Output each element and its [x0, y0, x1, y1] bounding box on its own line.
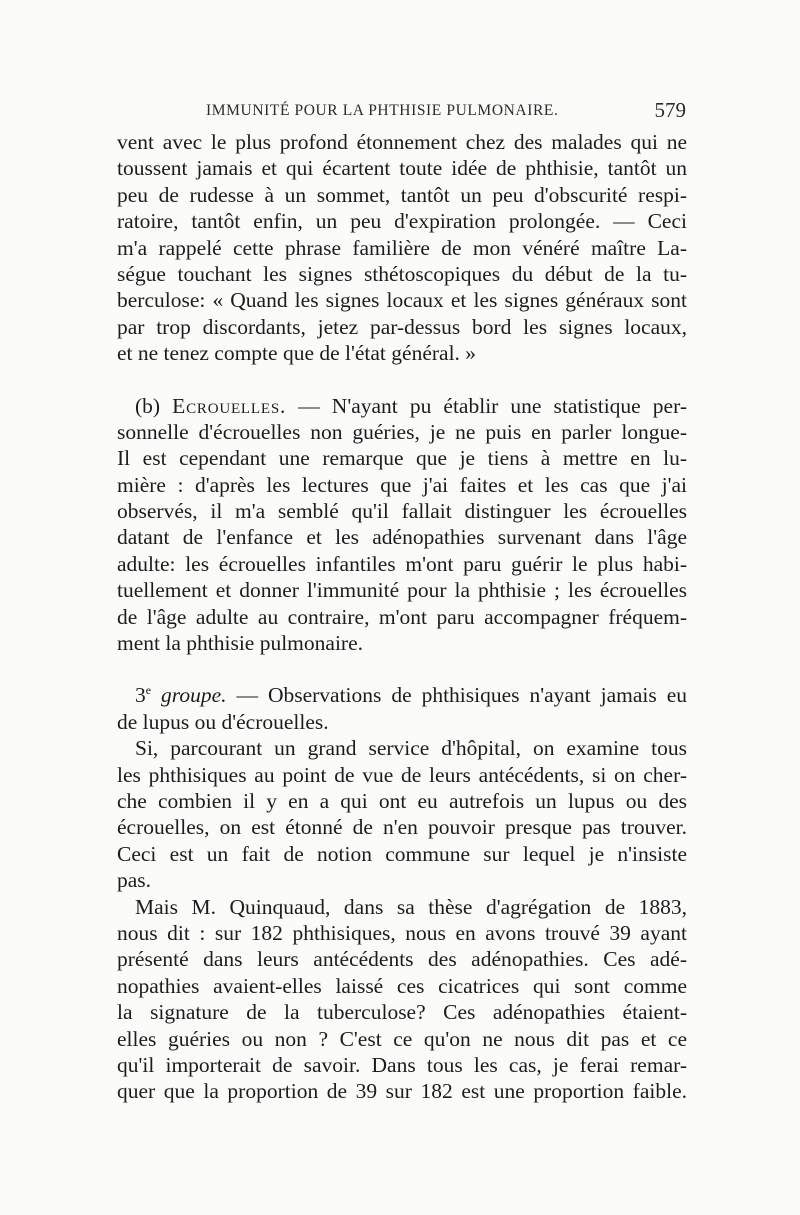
text-line: nopathies avaient-elles laissé ces cicatrices qui sont comme — [117, 973, 687, 998]
text-line: de lupus ou d'écrouelles. — [117, 709, 329, 734]
text-line: observés, il m'a semblé qu'il fallait distinguer les écrouelles — [117, 499, 687, 524]
text-line: toussent jamais et qui écartent toute idée de phthisie, tantôt un — [117, 156, 687, 181]
text-line: qu'il importerait de savoir. Dans tous les cas, je ferai remar- — [117, 1052, 687, 1077]
text-line: Si, parcourant un grand service d'hôpital, on examine tous — [135, 736, 687, 761]
text-line: et ne tenez compte que de l'état général. » — [117, 341, 477, 366]
text-fragment: — N'ayant pu établir une statistique per- — [286, 393, 687, 418]
text-line: présenté dans leurs antécédents des adénopathies. Ces adé- — [117, 947, 687, 972]
running-title: IMMUNITÉ POUR LA PHTHISIE PULMONAIRE. — [206, 102, 559, 119]
text-line: peu de rudesse à un sommet, tantôt un peu d'obscurité respi- — [117, 182, 687, 207]
text-line: ment la phthisie pulmonaire. — [117, 631, 364, 656]
paragraph-4 — [117, 735, 687, 893]
paragraph-5 — [117, 894, 687, 1105]
text-line: Ceci est un fait de notion commune sur lequel je n'insiste — [117, 841, 687, 866]
section-lead: (b) — [135, 393, 173, 418]
text-line: adulte: les écrouelles infantiles m'ont paru guérir le plus habi- — [117, 551, 687, 576]
running-head — [118, 98, 686, 126]
text-line: vent avec le plus profond étonnement chez des malades qui ne — [117, 130, 687, 154]
section-heading: Ecrouelles. — [172, 393, 287, 418]
text-line: nous dit : sur 182 phthisiques, nous en avons trouvé 39 ayant — [117, 920, 687, 945]
paragraph-2 — [117, 393, 687, 657]
text-line: écrouelles, on est étonné de n'en pouvoir presque pas trouver. — [117, 815, 687, 840]
body-text — [117, 129, 687, 1105]
text-line: de l'âge adulte au contraire, m'ont paru accompagner fréquem- — [117, 604, 687, 629]
text-line: mière : d'après les lectures que j'ai faites et les cas que j'ai — [117, 472, 687, 497]
text-line — [117, 682, 687, 708]
group-number: 3 — [135, 683, 146, 708]
text-line: Il est cependant une remarque que je tiens à mettre en lu- — [117, 446, 687, 471]
text-line: Mais M. Quinquaud, dans sa thèse d'agrégation de 1883, — [135, 894, 687, 919]
text-line: tuellement et donner l'immunité pour la phthisie ; les écrouelles — [117, 578, 687, 603]
text-line: les phthisiques au point de vue de leurs antécédents, si on cher- — [117, 762, 687, 787]
text-line: m'a rappelé cette phrase familière de mon vénéré maître La- — [117, 235, 687, 260]
text-fragment: — Observations de phthisiques n'ayant jamais eu — [226, 683, 687, 708]
text-line: datant de l'enfance et les adénopathies survenant dans l'âge — [117, 525, 687, 550]
page-number: 579 — [654, 98, 686, 122]
text-line: la signature de la tuberculose? Ces adénopathies étaient- — [117, 1000, 687, 1025]
text-line: par trop discordants, jetez par-dessus bord les signes locaux, — [117, 314, 687, 339]
paragraph-3 — [117, 682, 687, 735]
text-line: sonnelle d'écrouelles non guéries, je ne puis en parler longue- — [117, 419, 687, 444]
text-line: elles guéries ou non ? C'est ce qu'on ne nous dit pas et ce — [117, 1026, 687, 1051]
text-line: ratoire, tantôt enfin, un peu d'expiration prolongée. — Ceci — [117, 209, 687, 234]
ordinal-superscript: e — [145, 683, 152, 698]
paragraph-1 — [117, 129, 687, 367]
group-label: groupe. — [161, 683, 227, 708]
text-line — [117, 393, 687, 419]
text-line: che combien il y en a qui ont eu autrefois un lupus ou des — [117, 788, 687, 813]
text-line: berculose: « Quand les signes locaux et les signes généraux sont — [117, 288, 687, 313]
text-line: quer que la proportion de 39 sur 182 est une proportion faible. — [117, 1079, 687, 1104]
text-line: pas. — [117, 868, 152, 893]
text-line: ségue touchant les signes sthétoscopiques du début de la tu- — [117, 261, 687, 286]
